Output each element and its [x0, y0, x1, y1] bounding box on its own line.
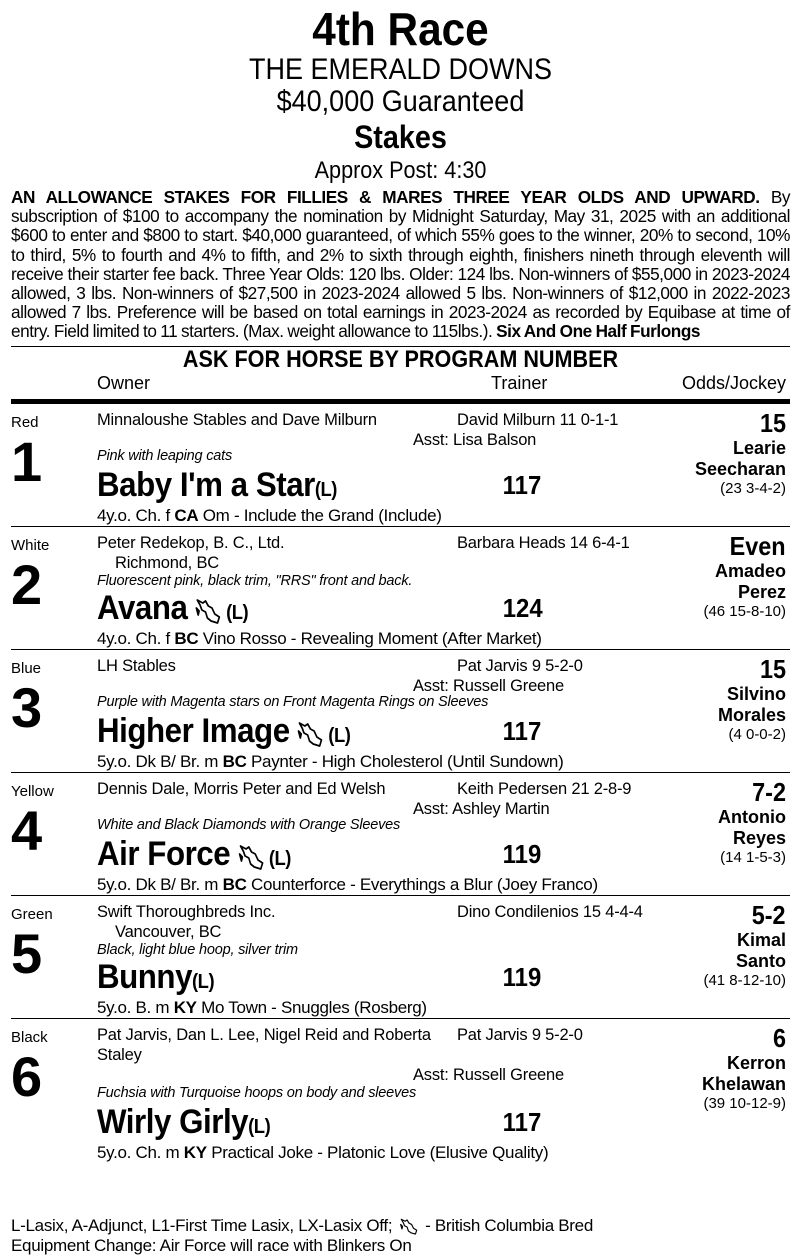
footer: [11, 1216, 593, 1255]
medication: (L): [314, 478, 337, 501]
owner-text: Dennis Dale, Morris Peter and Ed Welsh: [97, 779, 386, 798]
sire-dam: Practical Joke - Platonic Love (Elusive Quality): [206, 1142, 549, 1162]
owner-name: [97, 533, 437, 573]
state-bred: CA: [174, 505, 199, 525]
trainer-name: Barbara Heads 14 6-4-1: [457, 533, 630, 552]
jockey-stats: (23 3-4-2): [720, 479, 786, 497]
medication: (L): [268, 847, 291, 870]
morning-line-odds: 15: [759, 653, 786, 684]
assistant-trainer: Asst: Lisa Balson: [413, 430, 537, 449]
trainer-name: Dino Condilenios 15 4-4-4: [457, 902, 643, 921]
race-conditions: [11, 188, 790, 342]
saddle-cloth-color: Yellow: [11, 782, 54, 800]
program-number: 1: [11, 429, 43, 493]
odds-jockey: [702, 1023, 786, 1113]
owner-text: LH Stables: [97, 656, 176, 675]
jockey-first-name: Kimal: [736, 929, 786, 950]
trainer-name: Pat Jarvis 9 5-2-0: [457, 1025, 583, 1044]
breeding-line: [97, 998, 427, 1018]
owner-text: Peter Redekop, B. C., Ltd.: [97, 533, 285, 552]
horse-name: [97, 958, 214, 1001]
entry-row: [11, 773, 790, 896]
medication-legend: [11, 1216, 593, 1236]
breeding-age-sex: 5y.o. B. m: [97, 997, 174, 1017]
owner-location: Vancouver, BC: [115, 922, 222, 941]
race-header: [0, 0, 801, 186]
medication: (L): [192, 970, 215, 993]
british-columbia-map-icon: [238, 842, 266, 870]
trainer-column-header: Trainer: [491, 372, 548, 393]
morning-line-odds: 15: [759, 407, 786, 438]
breeding-age-sex: 4y.o. Ch. f: [97, 505, 175, 525]
horse-name-text: Wirly Girly: [97, 1102, 249, 1141]
owner-name: [97, 410, 437, 430]
weight: 119: [502, 838, 542, 869]
horse-name: [97, 835, 291, 878]
jockey-stats: (14 1-5-3): [720, 848, 786, 866]
horse-name-text: Bunny: [97, 957, 193, 996]
odds-jockey: [718, 777, 786, 867]
saddle-cloth-color: Black: [11, 1028, 48, 1046]
ask-banner: [11, 346, 790, 373]
jockey-last-name: Santo: [735, 950, 786, 971]
post-time: Approx Post: 4:30: [314, 157, 487, 184]
horse-name: [97, 589, 248, 632]
horse-name-text: Baby I'm a Star: [97, 465, 315, 504]
owner-column-header: Owner: [97, 372, 151, 393]
weight: 119: [502, 961, 542, 992]
entry-row: [11, 404, 790, 527]
breeding-age-sex: 5y.o. Dk B/ Br. m: [97, 751, 223, 771]
horse-name: [97, 712, 350, 755]
owner-text: Pat Jarvis, Dan L. Lee, Nigel Reid and Roberta Staley: [97, 1025, 431, 1064]
assistant-trainer: Asst: Russell Greene: [413, 1065, 564, 1084]
jockey-last-name: Reyes: [732, 827, 786, 848]
horse-name-text: Higher Image: [97, 711, 290, 750]
jockey-stats: (46 15-8-10): [703, 602, 786, 620]
owner-name: [97, 779, 437, 799]
odds-jockey: [718, 654, 786, 744]
assistant-trainer: Asst: Ashley Martin: [413, 799, 550, 818]
silks-description: White and Black Diamonds with Orange Sleeves: [97, 816, 401, 833]
silks-description: Fuchsia with Turquoise hoops on body and sleeves: [97, 1084, 416, 1101]
owner-name: [97, 902, 437, 942]
jockey-first-name: Amadeo: [714, 560, 786, 581]
saddle-cloth-color: Red: [11, 413, 39, 431]
breeding-line: [97, 875, 598, 895]
race-purse: $40,000 Guaranteed: [276, 85, 525, 118]
breeding-age-sex: 4y.o. Ch. f: [97, 628, 175, 648]
british-columbia-map-icon: [195, 596, 223, 624]
weight: 117: [502, 715, 542, 746]
program-number: 5: [11, 921, 43, 985]
equipment-change: Equipment Change: Air Force will race with Blinkers On: [11, 1235, 412, 1255]
sire-dam: Om - Include the Grand (Include): [198, 505, 442, 525]
owner-text: Minnaloushe Stables and Dave Milburn: [97, 410, 377, 429]
saddle-cloth-color: Green: [11, 905, 53, 923]
state-bred: BC: [222, 874, 247, 894]
morning-line-odds: 7-2: [752, 776, 786, 807]
jockey-last-name: Perez: [737, 581, 786, 602]
jockey-last-name: Khelawan: [701, 1073, 786, 1094]
program-number: 4: [11, 798, 43, 862]
silks-description: Fluorescent pink, black trim, "RRS" front and back.: [97, 572, 413, 589]
weight: 117: [502, 469, 542, 500]
race-title: 4th Race: [312, 3, 489, 55]
breeding-line: [97, 506, 442, 526]
horse-name: [97, 466, 337, 509]
legend-bc-text: - British Columbia Bred: [420, 1216, 593, 1235]
breeding-age-sex: 5y.o. Dk B/ Br. m: [97, 874, 223, 894]
sire-dam: Paynter - High Cholesterol (Until Sundown): [246, 751, 564, 771]
morning-line-odds: Even: [730, 530, 786, 561]
assistant-trainer: Asst: Russell Greene: [413, 676, 564, 695]
state-bred: BC: [174, 628, 199, 648]
breeding-line: [97, 629, 542, 649]
jockey-last-name: Morales: [717, 704, 786, 725]
entry-row: [11, 527, 790, 650]
medication: (L): [226, 601, 249, 624]
sire-dam: Mo Town - Snuggles (Rosberg): [196, 997, 427, 1017]
breeding-age-sex: 5y.o. Ch. m: [97, 1142, 184, 1162]
ask-for-horse-label: ASK FOR HORSE BY PROGRAM NUMBER: [182, 345, 619, 373]
state-bred: KY: [173, 997, 197, 1017]
jockey-first-name: Silvino: [726, 683, 786, 704]
jockey-first-name: Antonio: [718, 806, 786, 827]
program-number: 2: [11, 552, 43, 616]
sire-dam: Counterforce - Everythings a Blur (Joey Franco): [246, 874, 598, 894]
conditions-lead: AN ALLOWANCE STAKES FOR FILLIES & MARES THREE YEAR OLDS AND UPWARD.: [11, 187, 760, 207]
jockey-first-name: Learie: [732, 437, 786, 458]
sire-dam: Vino Rosso - Revealing Moment (After Market): [198, 628, 542, 648]
entries-list: [0, 404, 801, 1162]
program-number: 6: [11, 1044, 43, 1108]
jockey-stats: (4 0-0-2): [728, 725, 786, 743]
race-type: Stakes: [354, 119, 447, 155]
trainer-name: Pat Jarvis 9 5-2-0: [457, 656, 583, 675]
trainer-name: Keith Pedersen 21 2-8-9: [457, 779, 632, 798]
conditions-body: By subscription of $100 to accompany the nomination by Midnight Saturday, May 31, 2025 with an additional $600 to enter and $800 to start. $40,000 guaranteed, of which 55% goes to the winner, 20% to second, 10% to third, 5% to fourth and 4% to fifth, and 2% to sixth through eighth, finishers nineth through eleventh will receive their starter fee back. Three Year Olds: 120 lbs. Older: 124 lbs. Non-winners of $55,000 in 2023-2024 allowed, 3 lbs. Non-winners of $27,500 in 2023-2024 allowed 5 lbs. Non-winners of $12,000 in 2022-2023 allowed 7 lbs. Preference will be based on total earnings in 2023-2024 as recorded by Equibase at time of entry. Field limited to 11 starters. (Max. weight allowance to 115lbs.).: [11, 187, 790, 342]
saddle-cloth-color: White: [11, 536, 50, 554]
jockey-stats: (39 10-12-9): [703, 1094, 786, 1112]
entry-row: [11, 650, 790, 773]
jockey-first-name: Kerron: [726, 1052, 786, 1073]
race-distance: Six And One Half Furlongs: [496, 321, 700, 342]
breeding-line: [97, 752, 563, 772]
owner-name: [97, 656, 437, 676]
race-name: THE EMERALD DOWNS: [248, 53, 553, 86]
odds-jockey: [703, 531, 786, 621]
horse-name: [97, 1103, 270, 1146]
program-number: 3: [11, 675, 43, 739]
medication: (L): [248, 1115, 271, 1138]
silks-description: Black, light blue hoop, silver trim: [97, 941, 298, 958]
silks-description: Purple with Magenta stars on Front Magenta Rings on Sleeves: [97, 693, 489, 710]
medication: (L): [328, 724, 351, 747]
horse-name-text: Avana: [97, 588, 188, 627]
owner-text: Swift Thoroughbreds Inc.: [97, 902, 276, 921]
odds-jockey: [695, 408, 786, 498]
legend-text: L-Lasix, A-Adjunct, L1-First Time Lasix, LX-Lasix Off;: [11, 1216, 397, 1235]
odds-jockey: [703, 900, 786, 990]
owner-location: Richmond, BC: [115, 553, 219, 572]
state-bred: BC: [222, 751, 247, 771]
state-bred: KY: [183, 1142, 207, 1162]
entry-row: [11, 1019, 790, 1162]
morning-line-odds: 6: [772, 1022, 786, 1053]
silks-description: Pink with leaping cats: [97, 447, 233, 464]
morning-line-odds: 5-2: [752, 899, 786, 930]
odds-jockey-column-header: Odds/Jockey: [681, 372, 786, 393]
jockey-last-name: Seecharan: [694, 458, 786, 479]
british-columbia-map-icon: [399, 1218, 419, 1236]
trainer-name: David Milburn 11 0-1-1: [457, 410, 619, 429]
entry-row: [11, 896, 790, 1019]
saddle-cloth-color: Blue: [11, 659, 42, 677]
weight: 124: [502, 592, 543, 623]
column-headers: [11, 373, 790, 399]
breeding-line: [97, 1143, 548, 1163]
horse-name-text: Air Force: [97, 834, 231, 873]
british-columbia-map-icon: [297, 719, 325, 747]
weight: 117: [502, 1106, 542, 1137]
owner-name: [97, 1025, 437, 1065]
jockey-stats: (41 8-12-10): [703, 971, 786, 989]
